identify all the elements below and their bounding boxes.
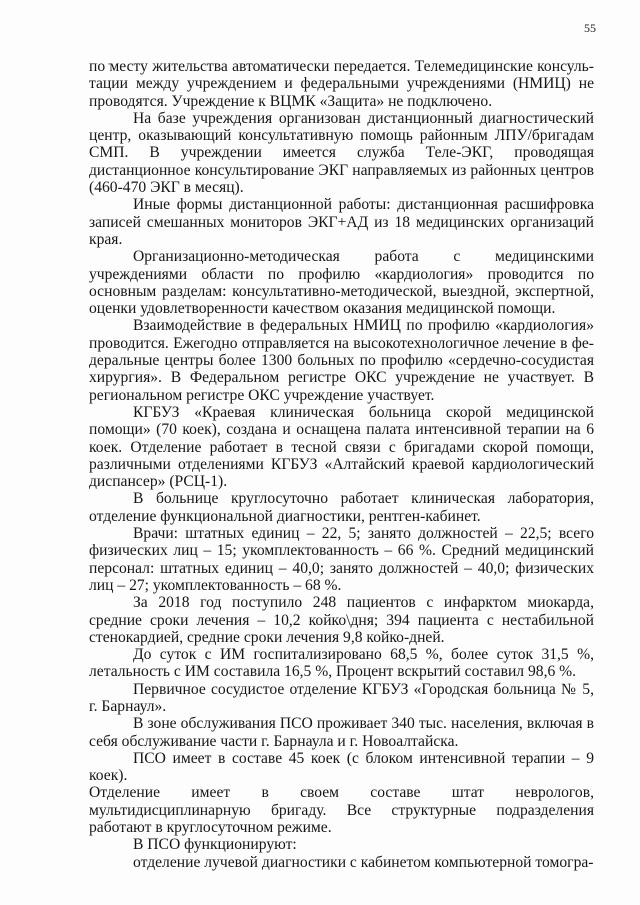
- paragraph-pso-staff: Отделение имеет в своем составе штат неврологов, мультидисциплинарную бригаду. Все структурные подразделения работают в круглосуточном режиме.: [89, 784, 594, 837]
- paragraph-diagnostic-center: На базе учреждения организован дистанционный диагностический центр, оказывающий консультативную помощь районным ЛПУ/бригадам СМП. В учреждении имеется служба Теле-ЭКГ, проводящая дистанционное консультирование ЭКГ направляемых из районных центров (460-470 ЭКГ в месяц).: [89, 109, 594, 197]
- paragraph-radiology: отделение лучевой диагностики с кабинетом компьютерной томогра-: [133, 853, 594, 871]
- paragraph-continuation: по месту жительства автоматически передается. Телемедицинские консультации между учреждением и федеральными учреждениями (НМИЦ) не проводятся. Учреждение к ВЦМК «Защита» не подключено.: [89, 58, 594, 110]
- paragraph-pso-functions: В ПСО функционируют:: [133, 836, 297, 854]
- paragraph-laboratory: В больнице круглосуточно работает клиническая лаборатория, отделение функциональной диагностики, рентген-кабинет.: [89, 490, 594, 525]
- paragraph-pso-beds: ПСО имеет в составе 45 коек (с блоком интенсивной терапии – 9 коек).: [89, 749, 594, 785]
- paragraph-emergency-hospital: КГБУЗ «Краевая клиническая больница скорой медицинской помощи» (70 коек), создана и оснащена палата интенсивной терапии на 6 коек. Отделение работает в тесной связи с бригадами скорой помощи, различными отделениями КГБУЗ «Алтайский краевой кардиологический диспансер» (РСЦ-1).: [89, 403, 594, 491]
- paragraph-pso-title: Первичное сосудистое отделение КГБУЗ «Городская больница № 5, г. Барнаул».: [89, 680, 594, 715]
- page-number: 55: [584, 21, 596, 35]
- paragraph-remote-work: Иные формы дистанционной работы: дистанционная расшифровка записей смешанных мониторов ЭКГ+АД из 18 медицинских организаций края.: [89, 196, 594, 248]
- paragraph-patients-2018: За 2018 год поступило 248 пациентов с инфарктом миокарда, средние сроки лечения – 10,2 койко\дня; 394 пациента с нестабильной стенокардией, средние сроки лечения 9,8 койко-дней.: [89, 594, 594, 646]
- paragraph-service-area: В зоне обслуживания ПСО проживает 340 тыс. населения, включая в себя обслуживание части г. Барнаула и г. Новоалтайска.: [89, 715, 594, 750]
- paragraph-federal-interaction: Взаимодействие в федеральных НМИЦ по профилю «кардиология» проводится. Ежегодно отправляется на высокотехнологичное лечение в федеральные центры более 1300 больных по профилю «сердечно-сосудистая хирургия». В Федеральном регистре ОКС учреждение не участвует. В региональном регистре ОКС учреждение участвует.: [89, 317, 594, 404]
- paragraph-staffing: Врачи: штатных единиц – 22, 5; занято должностей – 22,5; всего физических лиц – 15; укомплектованность – 66 %. Средний медицинский персонал: штатных единиц – 40,0; занято должностей – 40,0; физических лиц – 27; укомплектованность – 68 %.: [89, 525, 594, 594]
- page-body: [89, 58, 594, 871]
- paragraph-methodical-work: Организационно-методическая работа с медицинскими учреждениями области по профилю «кардиология» проводится по основным разделам: консультативно-методической, выездной, экспертной, оценки удовлетворенности качеством оказания медицинской помощи.: [89, 248, 594, 318]
- paragraph-mortality: До суток с ИМ госпитализировано 68,5 %, более суток 31,5 %, летальность с ИМ составила 16,5 %, Процент вскрытий составил 98,6 %.: [89, 646, 594, 681]
